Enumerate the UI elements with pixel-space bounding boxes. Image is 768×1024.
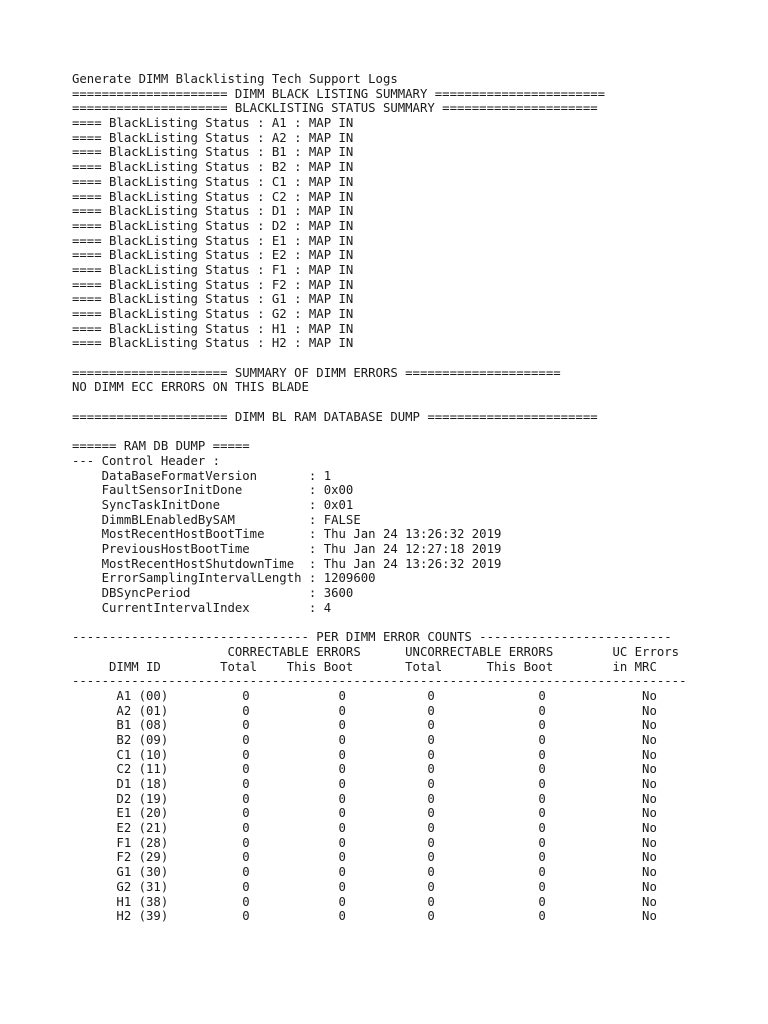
blacklisting-status-line: ==== BlackListing Status : C1 : MAP IN [72,174,354,189]
section-header-ram-database-dump: ===================== DIMM BL RAM DATABASE DUMP ======================= [72,409,598,424]
blank-line [72,615,686,630]
control-header-field: DBSyncPeriod : 3600 [72,586,354,601]
ram-db-dump-heading: ====== RAM DB DUMP ===== [72,439,250,454]
blacklisting-status-line: ==== BlackListing Status : C2 : MAP IN [72,189,354,204]
control-header-field: MostRecentHostShutdownTime : Thu Jan 24 13:26:32 2019 [72,556,502,571]
control-header-field: DimmBLEnabledBySAM : FALSE [72,512,361,527]
control-header-field: DataBaseFormatVersion : 1 [72,468,332,483]
blacklisting-status-line: ==== BlackListing Status : H2 : MAP IN [72,336,354,351]
blacklisting-status-line: ==== BlackListing Status : G1 : MAP IN [72,292,354,307]
blank-line [72,351,686,366]
control-header-field: ErrorSamplingIntervalLength : 1209600 [72,571,376,586]
error-counts-table-row: E2 (21) 0 0 0 0 No [72,821,657,836]
control-header-field: FaultSensorInitDone : 0x00 [72,483,354,498]
tech-support-log [72,72,686,924]
blacklisting-status-line: ==== BlackListing Status : G2 : MAP IN [72,307,354,321]
error-counts-table-row: F1 (28) 0 0 0 0 No [72,835,657,850]
blacklisting-status-line: ==== BlackListing Status : E2 : MAP IN [72,248,354,263]
blacklisting-status-line: ==== BlackListing Status : A2 : MAP IN [72,130,354,145]
error-counts-table-row: G2 (31) 0 0 0 0 No [72,879,657,894]
control-header-field: MostRecentHostBootTime : Thu Jan 24 13:26:32 2019 [72,527,502,542]
error-counts-table-header: DIMM ID Total This Boot Total This Boot in MRC [72,659,657,674]
blank-line [72,395,686,410]
error-counts-table-row: G1 (30) 0 0 0 0 No [72,865,657,880]
section-header-blacklisting-status: ===================== BLACKLISTING STATUS SUMMARY ===================== [72,101,598,116]
error-counts-table-row: D2 (19) 0 0 0 0 No [72,791,657,806]
dimm-errors-message: NO DIMM ECC ERRORS ON THIS BLADE [72,380,309,395]
control-header-heading: --- Control Header : [72,453,221,468]
blacklisting-status-line: ==== BlackListing Status : F1 : MAP IN [72,262,354,277]
section-header-dimm-errors: ===================== SUMMARY OF DIMM ERRORS ===================== [72,365,561,380]
error-counts-table-row: D1 (18) 0 0 0 0 No [72,777,657,791]
blacklisting-status-line: ==== BlackListing Status : D1 : MAP IN [72,204,354,219]
error-counts-table-row: C1 (10) 0 0 0 0 No [72,747,657,762]
error-counts-table-row: H2 (39) 0 0 0 0 No [72,909,657,924]
error-counts-table-row: C2 (11) 0 0 0 0 No [72,762,657,777]
error-counts-table-row: B1 (08) 0 0 0 0 No [72,718,657,733]
blacklisting-status-line: ==== BlackListing Status : B1 : MAP IN [72,145,354,160]
error-counts-table-row: E1 (20) 0 0 0 0 No [72,806,657,821]
error-counts-table-row: F2 (29) 0 0 0 0 No [72,850,657,865]
blank-line [72,425,686,440]
control-header-field: PreviousHostBootTime : Thu Jan 24 12:27:18 2019 [72,542,502,556]
control-header-field: SyncTaskInitDone : 0x01 [72,497,354,512]
blacklisting-status-line: ==== BlackListing Status : E1 : MAP IN [72,233,354,248]
blacklisting-status-line: ==== BlackListing Status : H1 : MAP IN [72,321,354,336]
error-counts-table-title: -------------------------------- PER DIMM ERROR COUNTS -------------------------- [72,630,672,645]
error-counts-table-row: A1 (00) 0 0 0 0 No [72,688,657,703]
blacklisting-status-line: ==== BlackListing Status : A1 : MAP IN [72,116,354,131]
error-counts-table-row: H1 (38) 0 0 0 0 No [72,894,657,909]
blacklisting-status-line: ==== BlackListing Status : F2 : MAP IN [72,277,354,292]
control-header-field: CurrentIntervalIndex : 4 [72,600,332,615]
section-header-blacklist-summary: ===================== DIMM BLACK LISTING SUMMARY ======================= [72,86,606,101]
blacklisting-status-line: ==== BlackListing Status : B2 : MAP IN [72,160,354,175]
log-title: Generate DIMM Blacklisting Tech Support Logs [72,72,398,86]
error-counts-table-row: A2 (01) 0 0 0 0 No [72,703,657,718]
error-counts-table-row: B2 (09) 0 0 0 0 No [72,732,657,747]
blacklisting-status-line: ==== BlackListing Status : D2 : MAP IN [72,218,354,233]
error-counts-table-rule: ----------------------------------------------------------------------------------- [72,674,687,689]
error-counts-table-header: CORRECTABLE ERRORS UNCORRECTABLE ERRORS UC Errors [72,644,680,659]
